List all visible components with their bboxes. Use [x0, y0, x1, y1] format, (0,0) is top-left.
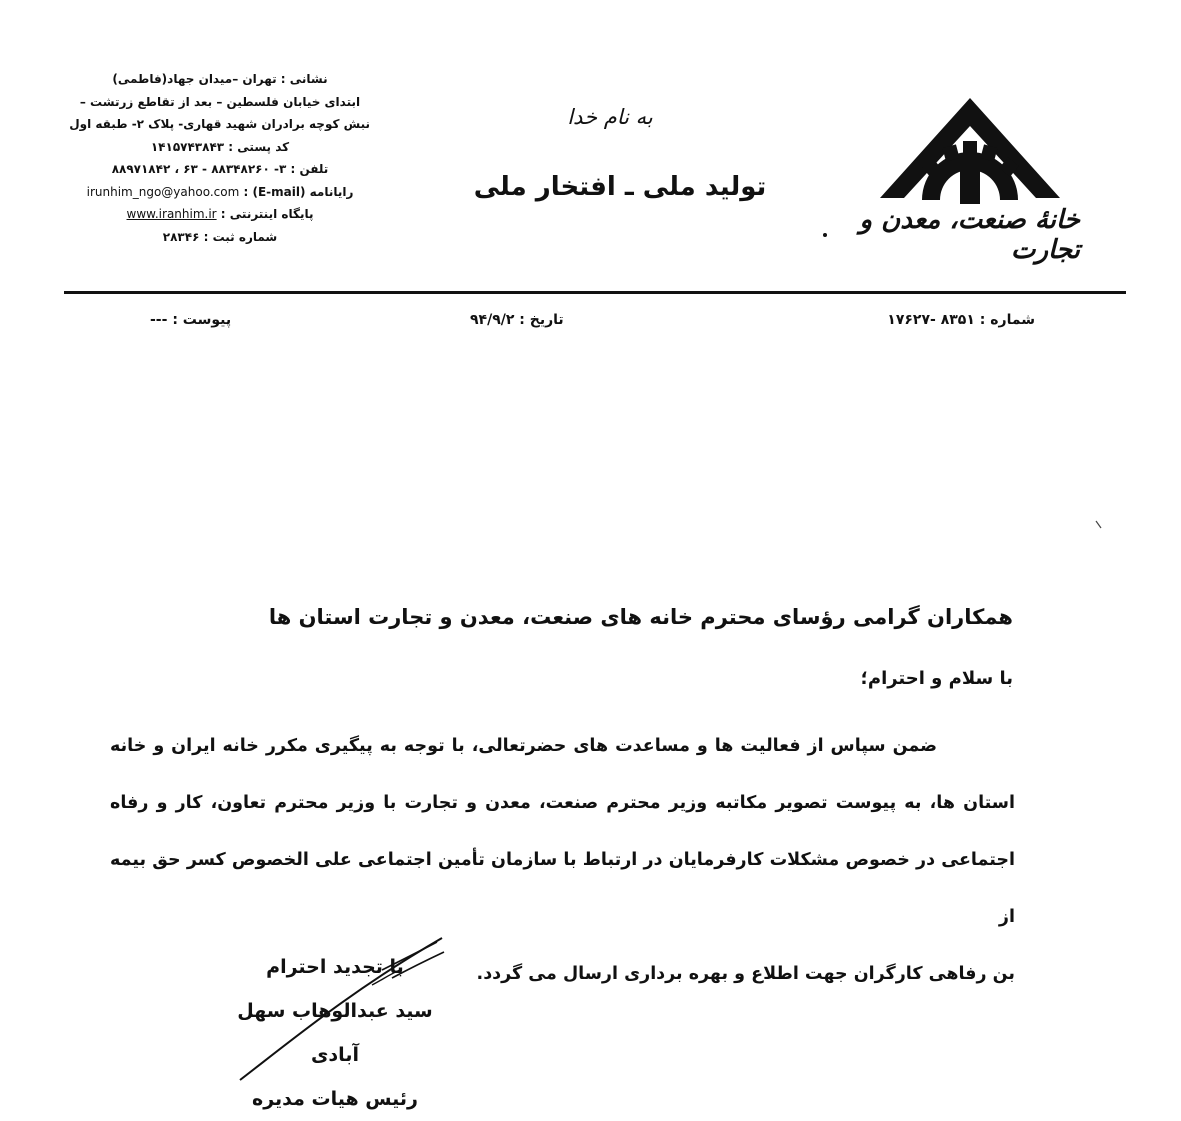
number-value: ۸۳۵۱ -۱۷۶۲۷ [887, 312, 975, 328]
number-label: شماره : [979, 312, 1035, 328]
attachment-value: --- [150, 312, 168, 328]
phone-row [70, 158, 370, 181]
slogan: تولید ملی ـ افتخار ملی [473, 172, 767, 202]
email-row [70, 181, 370, 204]
signer-name: سید عبدالوهاب سهل آبادی [237, 1000, 433, 1066]
letter-number [887, 312, 1035, 328]
postal-label: کد پستی : [228, 139, 290, 154]
web-row [70, 203, 370, 226]
postal-code: ۱۴۱۵۷۴۳۸۴۳ [150, 139, 225, 154]
letter-date [470, 312, 564, 328]
registration-label: شماره ثبت : [203, 229, 278, 244]
contact-block [70, 68, 370, 248]
address-line-1: نشانی : تهران –میدان جهاد(فاطمی) [112, 72, 328, 86]
phone-numbers: ۸۸۳۴۸۲۶۰ - ۶۳ ، ۸۸۹۷۱۸۴۲ [111, 162, 270, 176]
website-link[interactable]: www.iranhim.ir [126, 207, 217, 221]
address-line-3: نبش کوچه برادران شهید قهاری- پلاک ۲- طبقه اول [69, 117, 370, 131]
attachment-label: پیوست : [172, 312, 232, 328]
address-line-2: ابتدای خیابان فلسطین – بعد از تقاطع زرتشت – [79, 94, 361, 109]
header-divider [64, 291, 1126, 294]
letter-attachment [150, 312, 231, 328]
handwritten-signature [232, 930, 462, 1090]
phone-label: تلفن : ۳- [273, 162, 329, 176]
salutation: همکاران گرامی رؤسای محترم خانه های صنعت، معدن و تجارت استان ها [268, 605, 1013, 629]
signer-title: رئیس هیات مدیره [252, 1088, 418, 1110]
email-label: رایانامه (E-mail) : [243, 184, 354, 199]
basmala: به نام خدا [567, 105, 653, 129]
date-label: تاریخ : [519, 312, 564, 328]
logo-caption: خانهٔ صنعت، معدن و تجارت [859, 205, 1080, 265]
email-link[interactable]: irunhim_ngo@yahoo.com [86, 184, 240, 199]
body-line: بن رفاهی کارگران جهت اطلاع و بهره برداری ارسال می گردد. [476, 964, 1015, 984]
body-line: ضمن سپاس از فعالیت ها و مساعدت های حضرتعالی، با توجه به پیگیری مکرر خانه ایران و خانه [110, 736, 937, 756]
registration-row [70, 226, 370, 249]
date-value: ۹۴/۹/۲ [470, 312, 515, 328]
stray-dot [823, 233, 827, 237]
registration-number: ۲۸۳۴۶ [162, 229, 200, 244]
scan-mark [1095, 520, 1103, 530]
body-line: اجتماعی در خصوص مشکلات کارفرمایان در ارتباط با سازمان تأمین اجتماعی علی الخصوص کسر حق بیمه از [110, 850, 1015, 927]
postal-row [70, 136, 370, 159]
greeting: با سلام و احترام؛ [860, 668, 1013, 689]
web-label: پایگاه اینترنتی : [220, 207, 314, 221]
body-line: استان ها، به پیوست تصویر مکاتبه وزیر محترم صنعت، معدن و تجارت با وزیر محترم تعاون، کار و رفاه [110, 793, 1015, 813]
closing-phrase: با تجدید احترام [266, 956, 404, 978]
